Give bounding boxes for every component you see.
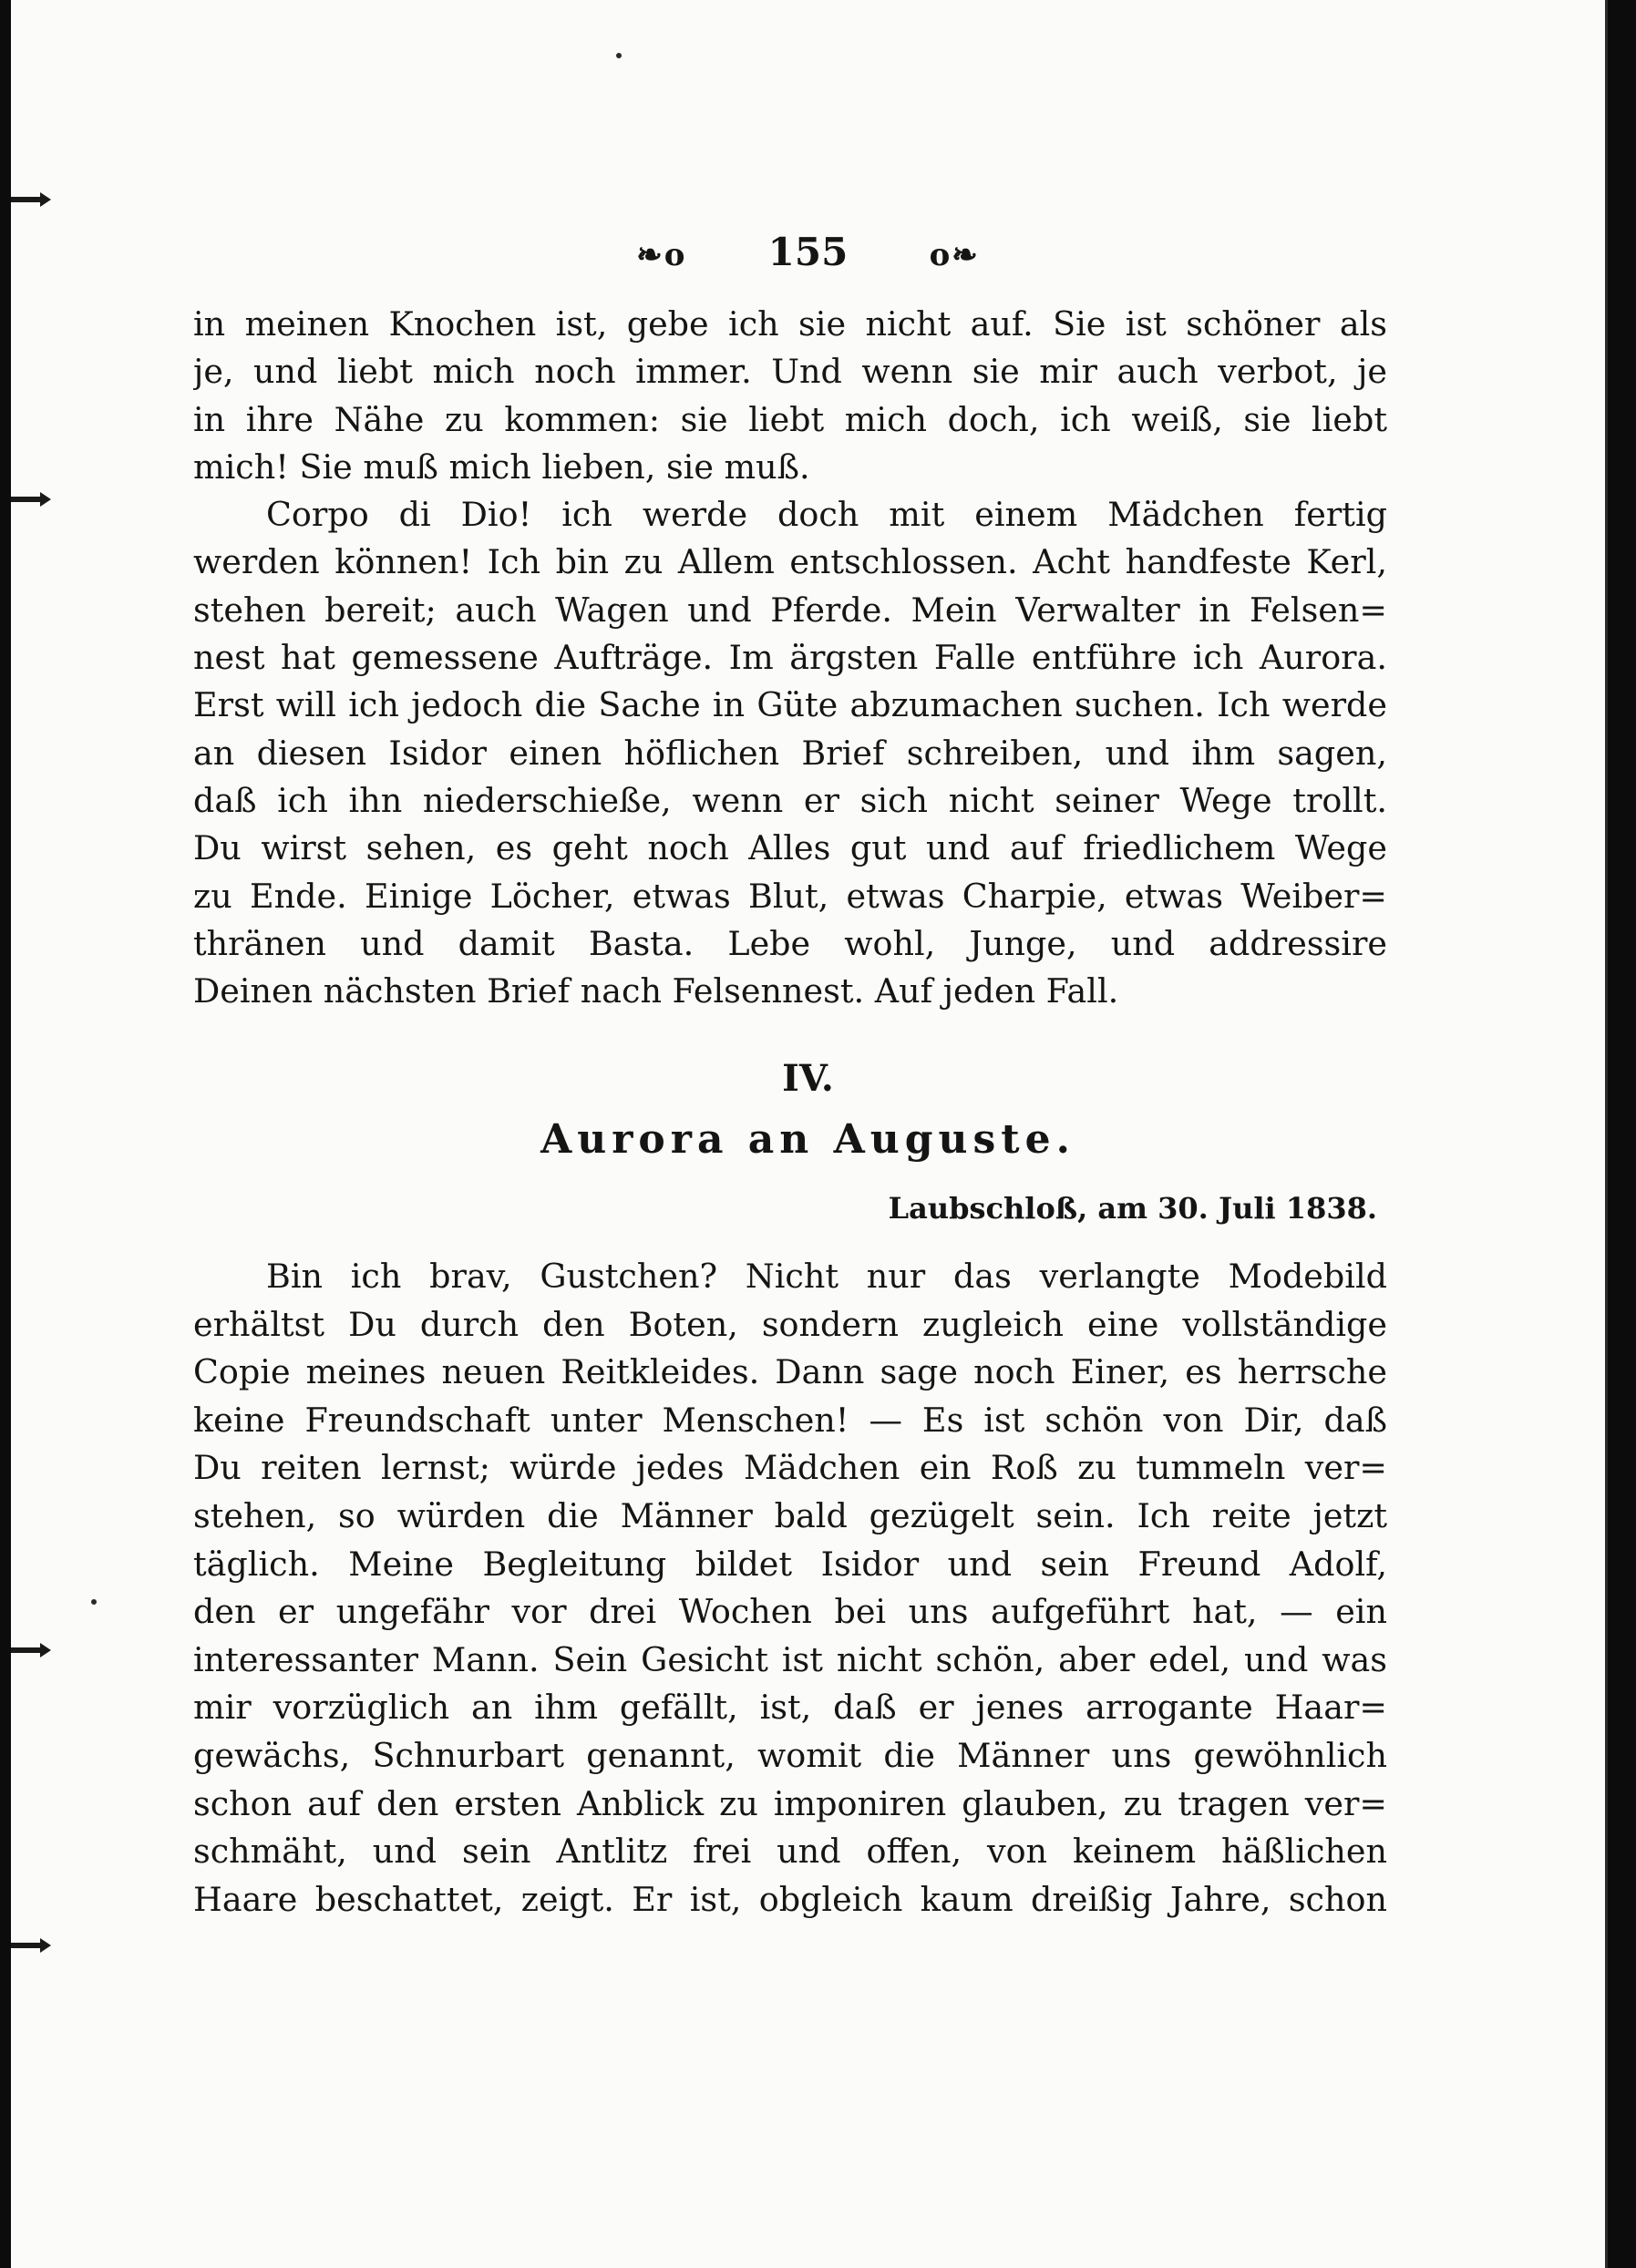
text-line: mir vorzüglich an ihm gefällt, ist, daß er jenes arrogante Haar= [193, 1688, 1387, 1728]
page-number: 155 [767, 230, 849, 274]
text-line: thränen und damit Basta. Lebe wohl, Junge, und addressire [193, 923, 1387, 963]
print-speck [91, 1599, 97, 1605]
text-line: zu Ende. Einige Löcher, etwas Blut, etwas Charpie, etwas Weiber= [193, 876, 1387, 916]
text-block-bottom [193, 1253, 1387, 1924]
page-edge-mark [11, 1943, 42, 1948]
chapter-title: Aurora an Auguste. [540, 1116, 1075, 1163]
page-edge-mark [11, 1647, 42, 1653]
text-line: schmäht, und sein Antlitz frei und offen, von keinem häßlichen [193, 1832, 1387, 1872]
text-line: interessanter Mann. Sein Gesicht ist nicht schön, aber edel, und was [193, 1639, 1387, 1679]
header-ornament-left: ❧o [636, 237, 687, 273]
text-line: den er ungefähr vor drei Wochen bei uns aufgeführt hat, — ein [193, 1592, 1387, 1632]
text-line: keine Freundschaft unter Menschen! — Es ist schön von Dir, daß [193, 1400, 1387, 1440]
book-page [11, 0, 1608, 2268]
text-line: gewächs, Schnurbart genannt, womit die Männer uns gewöhnlich [193, 1735, 1387, 1775]
text-line: Du reiten lernst; würde jedes Mädchen ein Roß zu tummeln ver= [193, 1448, 1387, 1488]
page-edge-mark [11, 197, 42, 202]
text-line: an diesen Isidor einen höflichen Brief schreiben, und ihm sagen, [193, 733, 1387, 773]
text-line: Haare beschattet, zeigt. Er ist, obgleich kaum dreißig Jahre, schon [193, 1879, 1387, 1919]
header-ornament-right: o❧ [929, 237, 980, 273]
text-line: Erst will ich jedoch die Sache in Güte abzumachen suchen. Ich werde [193, 685, 1387, 725]
text-line: Deinen nächsten Brief nach Felsennest. Auf jeden Fall. [193, 971, 1119, 1011]
text-line: werden können! Ich bin zu Allem entschlossen. Acht handfeste Kerl, [193, 542, 1387, 582]
text-line: Copie meines neuen Reitkleides. Dann sage noch Einer, es herrsche [193, 1352, 1387, 1392]
text-block-top [193, 301, 1387, 1015]
text-line: in ihre Nähe zu kommen: sie liebt mich doch, ich weiß, sie liebt [193, 399, 1387, 439]
text-line: täglich. Meine Begleitung bildet Isidor und sein Freund Adolf, [193, 1544, 1387, 1584]
text-line: stehen bereit; auch Wagen und Pferde. Mein Verwalter in Felsen= [193, 590, 1387, 630]
text-line: nest hat gemessene Aufträge. Im ärgsten Falle entführe ich Aurora. [193, 638, 1387, 678]
text-line: in meinen Knochen ist, gebe ich sie nicht auf. Sie ist schöner als [193, 304, 1387, 344]
page-header [11, 230, 1605, 274]
chapter-number: IV. [782, 1057, 834, 1100]
text-line: Bin ich brav, Gustchen? Nicht nur das verlangte Modebild [266, 1257, 1387, 1296]
print-speck [616, 53, 622, 58]
text-line: mich! Sie muß mich lieben, sie muß. [193, 446, 810, 487]
text-line: Du wirst sehen, es geht noch Alles gut und auf friedlichem Wege [193, 828, 1387, 868]
letter-dateline: Laubschloß, am 30. Juli 1838. [888, 1191, 1377, 1226]
page-edge-mark [11, 497, 42, 502]
text-line: Corpo di Dio! ich werde doch mit einem Mädchen fertig [266, 495, 1387, 535]
text-line: schon auf den ersten Anblick zu imponiren glauben, zu tragen ver= [193, 1783, 1387, 1823]
text-line: stehen, so würden die Männer bald gezügelt sein. Ich reite jetzt [193, 1495, 1387, 1535]
text-line: je, und liebt mich noch immer. Und wenn sie mir auch verbot, je [193, 352, 1387, 392]
text-line: daß ich ihn niederschieße, wenn er sich nicht seiner Wege trollt. [193, 780, 1387, 820]
text-line: erhältst Du durch den Boten, sondern zugleich eine vollständige [193, 1304, 1387, 1344]
